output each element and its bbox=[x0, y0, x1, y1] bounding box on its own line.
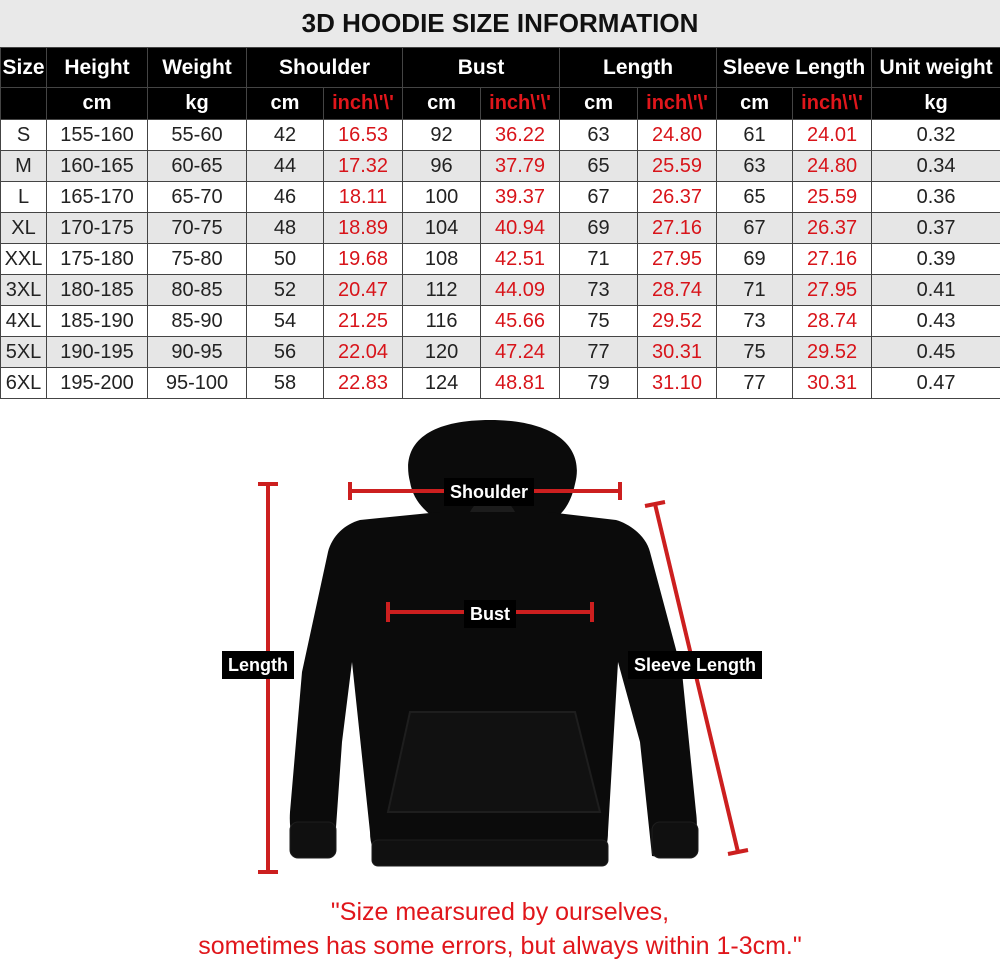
unit-bust-cm: cm bbox=[403, 88, 481, 120]
cell-unit-weight: 0.43 bbox=[872, 306, 1000, 337]
cell-shoulder-cm: 50 bbox=[247, 244, 324, 275]
cell-sleeve-cm: 63 bbox=[717, 151, 793, 182]
table-row bbox=[1, 120, 1000, 151]
table-row bbox=[1, 275, 1000, 306]
cell-length-inch: 27.16 bbox=[638, 213, 717, 244]
cell-shoulder-inch: 20.47 bbox=[324, 275, 403, 306]
cell-bust-cm: 124 bbox=[403, 368, 481, 399]
cell-bust-inch: 37.79 bbox=[481, 151, 560, 182]
table-row bbox=[1, 182, 1000, 213]
table-row bbox=[1, 244, 1000, 275]
cell-bust-cm: 112 bbox=[403, 275, 481, 306]
unit-height-cm: cm bbox=[47, 88, 148, 120]
cell-height: 185-190 bbox=[47, 306, 148, 337]
cell-unit-weight: 0.47 bbox=[872, 368, 1000, 399]
unit-length-inch: inch\'\' bbox=[638, 88, 717, 120]
page-title: 3D HOODIE SIZE INFORMATION bbox=[0, 0, 1000, 47]
cell-shoulder-cm: 48 bbox=[247, 213, 324, 244]
col-height: Height bbox=[47, 48, 148, 88]
table-row bbox=[1, 213, 1000, 244]
cell-weight: 55-60 bbox=[148, 120, 247, 151]
cell-length-cm: 77 bbox=[560, 337, 638, 368]
unit-length-cm: cm bbox=[560, 88, 638, 120]
cell-bust-inch: 39.37 bbox=[481, 182, 560, 213]
cell-size: S bbox=[1, 120, 47, 151]
cell-sleeve-cm: 65 bbox=[717, 182, 793, 213]
cell-shoulder-inch: 18.89 bbox=[324, 213, 403, 244]
shoulder-label: Shoulder bbox=[444, 478, 534, 506]
cell-unit-weight: 0.34 bbox=[872, 151, 1000, 182]
cell-sleeve-cm: 71 bbox=[717, 275, 793, 306]
cell-size: XXL bbox=[1, 244, 47, 275]
cell-height: 155-160 bbox=[47, 120, 148, 151]
cell-bust-inch: 48.81 bbox=[481, 368, 560, 399]
table-row bbox=[1, 368, 1000, 399]
cell-height: 165-170 bbox=[47, 182, 148, 213]
hem-band bbox=[372, 840, 608, 866]
cell-size: XL bbox=[1, 213, 47, 244]
cell-size: 6XL bbox=[1, 368, 47, 399]
cell-sleeve-inch: 25.59 bbox=[793, 182, 872, 213]
cell-size: 5XL bbox=[1, 337, 47, 368]
col-size: Size bbox=[1, 48, 47, 88]
cell-bust-inch: 45.66 bbox=[481, 306, 560, 337]
cell-shoulder-inch: 22.04 bbox=[324, 337, 403, 368]
unit-row bbox=[1, 88, 1000, 120]
cell-bust-cm: 116 bbox=[403, 306, 481, 337]
cell-length-cm: 71 bbox=[560, 244, 638, 275]
cell-bust-cm: 108 bbox=[403, 244, 481, 275]
cell-weight: 95-100 bbox=[148, 368, 247, 399]
col-unit-weight: Unit weight bbox=[872, 48, 1000, 88]
cell-bust-cm: 92 bbox=[403, 120, 481, 151]
table-row bbox=[1, 151, 1000, 182]
cell-length-inch: 28.74 bbox=[638, 275, 717, 306]
cell-length-cm: 73 bbox=[560, 275, 638, 306]
cell-length-inch: 24.80 bbox=[638, 120, 717, 151]
cell-length-inch: 30.31 bbox=[638, 337, 717, 368]
cell-unit-weight: 0.37 bbox=[872, 213, 1000, 244]
header-row bbox=[1, 48, 1000, 88]
left-cuff bbox=[290, 822, 336, 858]
cell-bust-inch: 42.51 bbox=[481, 244, 560, 275]
cell-bust-inch: 40.94 bbox=[481, 213, 560, 244]
table-row bbox=[1, 306, 1000, 337]
size-table bbox=[0, 47, 1000, 399]
cell-sleeve-cm: 69 bbox=[717, 244, 793, 275]
cell-bust-inch: 36.22 bbox=[481, 120, 560, 151]
cell-sleeve-inch: 27.95 bbox=[793, 275, 872, 306]
cell-shoulder-cm: 56 bbox=[247, 337, 324, 368]
cell-shoulder-inch: 19.68 bbox=[324, 244, 403, 275]
sleeve-length-label: Sleeve Length bbox=[628, 651, 762, 679]
cell-sleeve-cm: 77 bbox=[717, 368, 793, 399]
cell-shoulder-cm: 46 bbox=[247, 182, 324, 213]
length-label: Length bbox=[222, 651, 294, 679]
cell-weight: 70-75 bbox=[148, 213, 247, 244]
cell-length-cm: 67 bbox=[560, 182, 638, 213]
cell-bust-cm: 100 bbox=[403, 182, 481, 213]
unit-bust-inch: inch\'\' bbox=[481, 88, 560, 120]
unit-shoulder-cm: cm bbox=[247, 88, 324, 120]
cell-size: L bbox=[1, 182, 47, 213]
cell-sleeve-cm: 73 bbox=[717, 306, 793, 337]
cell-weight: 65-70 bbox=[148, 182, 247, 213]
cell-unit-weight: 0.45 bbox=[872, 337, 1000, 368]
cell-shoulder-cm: 44 bbox=[247, 151, 324, 182]
unit-sleeve-cm: cm bbox=[717, 88, 793, 120]
cell-unit-weight: 0.39 bbox=[872, 244, 1000, 275]
cell-shoulder-inch: 18.11 bbox=[324, 182, 403, 213]
cell-sleeve-cm: 61 bbox=[717, 120, 793, 151]
cell-unit-weight: 0.41 bbox=[872, 275, 1000, 306]
cell-sleeve-cm: 75 bbox=[717, 337, 793, 368]
cell-unit-weight: 0.32 bbox=[872, 120, 1000, 151]
cell-sleeve-inch: 29.52 bbox=[793, 337, 872, 368]
cell-bust-cm: 120 bbox=[403, 337, 481, 368]
cell-weight: 60-65 bbox=[148, 151, 247, 182]
col-weight: Weight bbox=[148, 48, 247, 88]
right-cuff bbox=[652, 822, 698, 858]
unit-shoulder-inch: inch\'\' bbox=[324, 88, 403, 120]
disclaimer-line-1: "Size mearsured by ourselves, bbox=[330, 898, 670, 926]
col-sleeve-length: Sleeve Length bbox=[717, 48, 872, 88]
cell-weight: 80-85 bbox=[148, 275, 247, 306]
col-length: Length bbox=[560, 48, 717, 88]
cell-sleeve-cm: 67 bbox=[717, 213, 793, 244]
cell-shoulder-inch: 21.25 bbox=[324, 306, 403, 337]
table-row bbox=[1, 337, 1000, 368]
cell-unit-weight: 0.36 bbox=[872, 182, 1000, 213]
cell-height: 160-165 bbox=[47, 151, 148, 182]
col-shoulder: Shoulder bbox=[247, 48, 403, 88]
cell-size: 3XL bbox=[1, 275, 47, 306]
cell-height: 175-180 bbox=[47, 244, 148, 275]
cell-bust-inch: 47.24 bbox=[481, 337, 560, 368]
cell-bust-inch: 44.09 bbox=[481, 275, 560, 306]
cell-size: M bbox=[1, 151, 47, 182]
cell-length-inch: 29.52 bbox=[638, 306, 717, 337]
unit-kg: kg bbox=[872, 88, 1000, 120]
cell-length-cm: 79 bbox=[560, 368, 638, 399]
cell-length-inch: 27.95 bbox=[638, 244, 717, 275]
cell-sleeve-inch: 24.80 bbox=[793, 151, 872, 182]
unit-sleeve-inch: inch\'\' bbox=[793, 88, 872, 120]
cell-shoulder-cm: 58 bbox=[247, 368, 324, 399]
unit-blank bbox=[1, 88, 47, 120]
cell-sleeve-inch: 24.01 bbox=[793, 120, 872, 151]
unit-weight-kg: kg bbox=[148, 88, 247, 120]
cell-length-inch: 25.59 bbox=[638, 151, 717, 182]
cell-shoulder-cm: 54 bbox=[247, 306, 324, 337]
cell-height: 180-185 bbox=[47, 275, 148, 306]
cell-length-inch: 26.37 bbox=[638, 182, 717, 213]
cell-height: 190-195 bbox=[47, 337, 148, 368]
cell-weight: 75-80 bbox=[148, 244, 247, 275]
cell-length-cm: 75 bbox=[560, 306, 638, 337]
cell-sleeve-inch: 30.31 bbox=[793, 368, 872, 399]
cell-weight: 90-95 bbox=[148, 337, 247, 368]
cell-shoulder-inch: 17.32 bbox=[324, 151, 403, 182]
cell-bust-cm: 96 bbox=[403, 151, 481, 182]
cell-shoulder-inch: 22.83 bbox=[324, 368, 403, 399]
bust-label: Bust bbox=[464, 600, 516, 628]
cell-shoulder-cm: 42 bbox=[247, 120, 324, 151]
cell-bust-cm: 104 bbox=[403, 213, 481, 244]
cell-weight: 85-90 bbox=[148, 306, 247, 337]
cell-sleeve-inch: 27.16 bbox=[793, 244, 872, 275]
hoodie-measurement-diagram bbox=[0, 412, 1000, 892]
cell-sleeve-inch: 28.74 bbox=[793, 306, 872, 337]
cell-shoulder-inch: 16.53 bbox=[324, 120, 403, 151]
cell-height: 195-200 bbox=[47, 368, 148, 399]
cell-shoulder-cm: 52 bbox=[247, 275, 324, 306]
cell-height: 170-175 bbox=[47, 213, 148, 244]
disclaimer-line-2: sometimes has some errors, but always within 1-3cm." bbox=[198, 932, 802, 960]
cell-length-cm: 69 bbox=[560, 213, 638, 244]
cell-size: 4XL bbox=[1, 306, 47, 337]
cell-sleeve-inch: 26.37 bbox=[793, 213, 872, 244]
cell-length-inch: 31.10 bbox=[638, 368, 717, 399]
cell-length-cm: 65 bbox=[560, 151, 638, 182]
cell-length-cm: 63 bbox=[560, 120, 638, 151]
kangaroo-pocket bbox=[388, 712, 600, 812]
col-bust: Bust bbox=[403, 48, 560, 88]
